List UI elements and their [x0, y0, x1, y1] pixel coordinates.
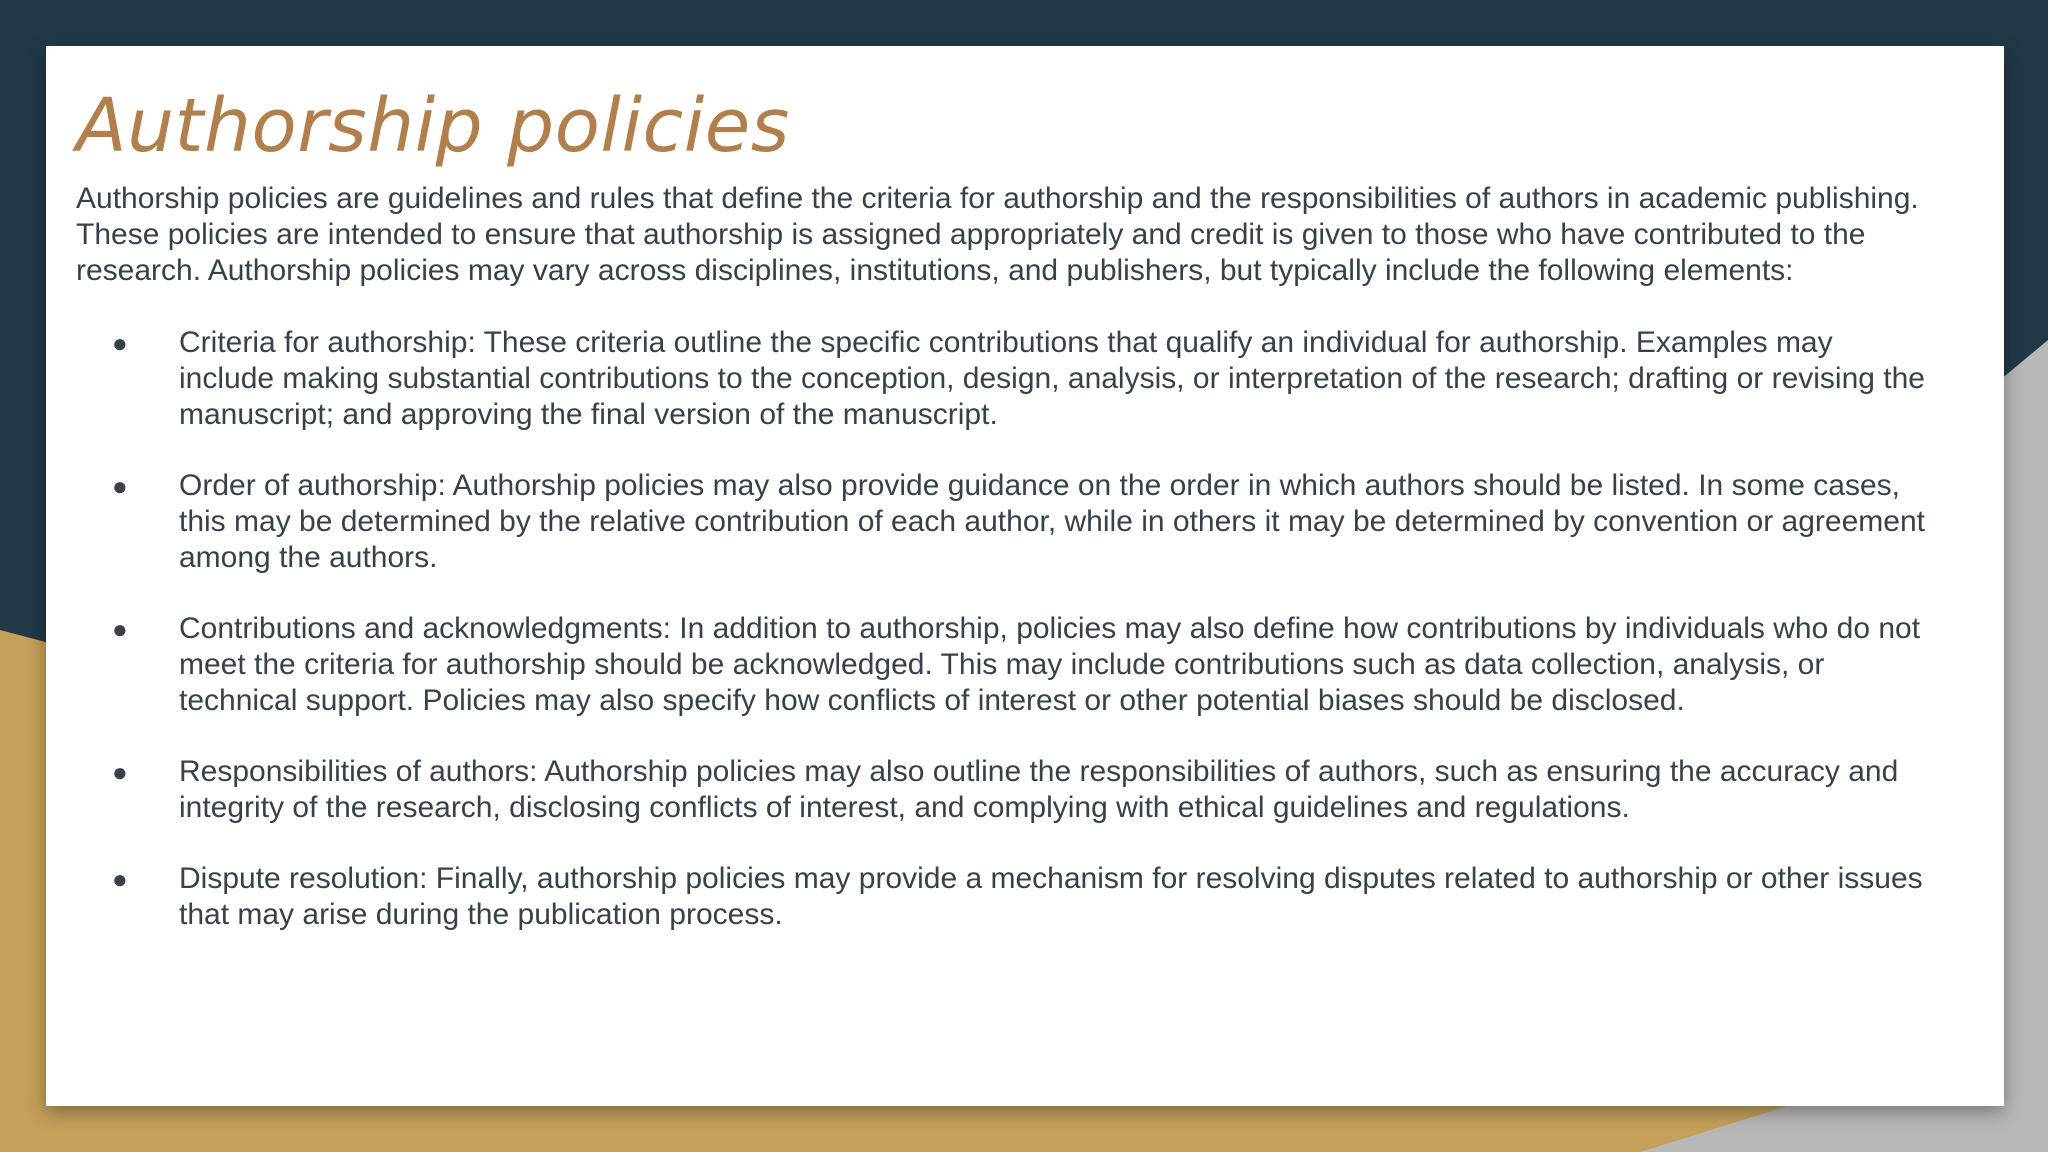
bullet-list [76, 325, 1964, 933]
list-item [76, 861, 1936, 933]
bullet-text-responsibilities: Responsibilities of authors: Authorship policies may also outline the responsibilities of authors, such as ensuring the accuracy and integrity of the research, disclosing conflicts of interest, and complying with ethical guidelines and regulations. [179, 755, 1899, 825]
bullet-text-criteria: Criteria for authorship: These criteria outline the specific contributions that qualify an individual for authorship. Examples may include making substantial contributions to the conception, design, analysis, or interpretation of the research; drafting or revising the manuscript; and approving the final version of the manuscript. [179, 326, 1925, 432]
slide-card [46, 46, 2004, 1106]
list-item [76, 754, 1936, 826]
list-item [76, 325, 1936, 433]
bullet-dot-icon: ● [112, 471, 128, 502]
list-item [76, 611, 1936, 719]
bullet-dot-icon: ● [112, 864, 128, 895]
bullet-text-dispute: Dispute resolution: Finally, authorship policies may provide a mechanism for resolving disputes related to authorship or other issues that may arise during the publication process. [179, 862, 1923, 932]
bullet-dot-icon: ● [112, 614, 128, 645]
list-item [76, 468, 1936, 576]
slide-title: Authorship policies [76, 83, 790, 169]
bullet-dot-icon: ● [112, 757, 128, 788]
bullet-dot-icon: ● [112, 328, 128, 359]
bullet-text-order: Order of authorship: Authorship policies may also provide guidance on the order in which authors should be listed. In some cases, this may be determined by the relative contribution of each author, while in others it may be determined by convention or agreement among the authors. [179, 469, 1925, 575]
bullet-text-contributions: Contributions and acknowledgments: In addition to authorship, policies may also define how contributions by individuals who do not meet the criteria for authorship should be acknowledged. This may include contributions such as data collection, analysis, or technical support. Policies may also specify how conflicts of interest or other potential biases should be disclosed. [179, 612, 1921, 718]
intro-paragraph: Authorship policies are guidelines and rules that define the criteria for authorship and the responsibilities of authors in academic publishing. These policies are intended to ensure that authorship is assigned appropriately and credit is given to those who have contributed to the research. Authorship policies may vary across disciplines, institutions, and publishers, but typically include the following elements: [76, 182, 1919, 288]
